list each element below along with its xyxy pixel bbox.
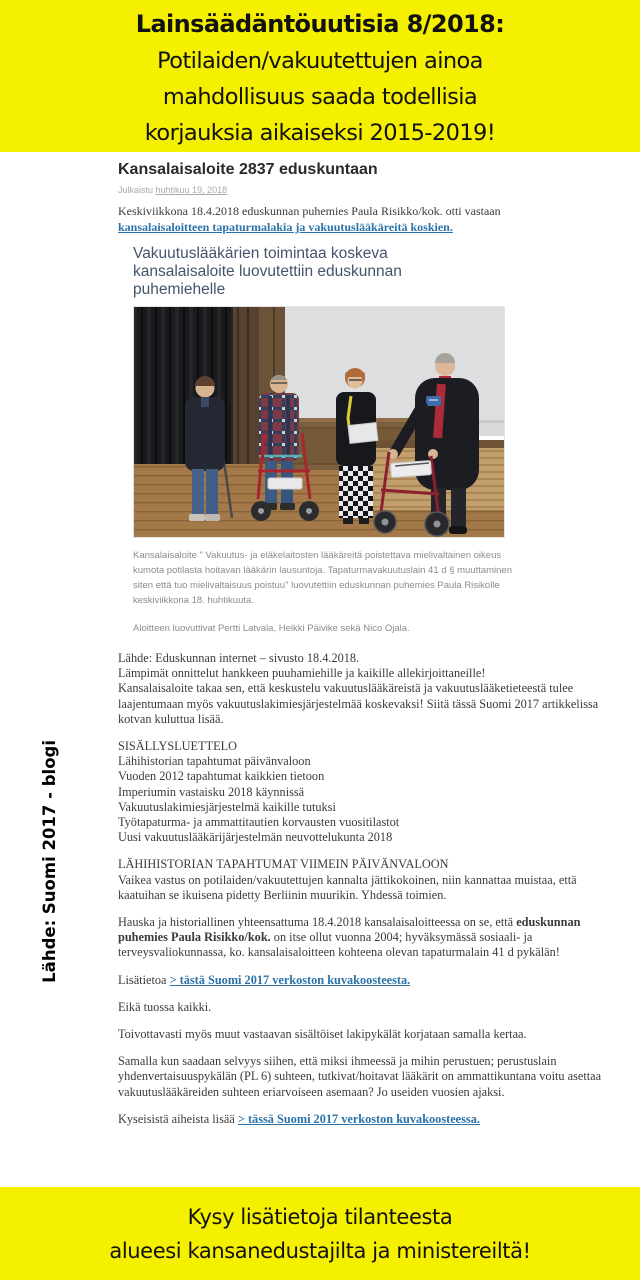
bottom-banner — [0, 1187, 640, 1280]
paragraph-not-all: Eikä tuossa kaikki. — [118, 999, 212, 1014]
article-content — [118, 152, 623, 1127]
source-label-vertical: Lähde: Suomi 2017 - blogi — [40, 740, 59, 983]
paragraph-coincidence — [118, 915, 623, 961]
topics-link[interactable]: > tässä Suomi 2017 verkoston kuvakoosteessa. — [237, 1111, 480, 1126]
embedded-news-screenshot — [118, 245, 623, 636]
article-photo-graphic — [133, 306, 505, 538]
paragraph-source-line: Lämpimät onnittelut hankkeen puuhamiehille ja kaikille allekirjoittaneille! — [118, 666, 486, 681]
published-date-link[interactable]: huhtikuu 19, 2018 — [155, 185, 228, 195]
photo-caption: Kansalaisaloite " Vakuutus- ja eläkelaitosten lääkäreitä poistettava mielivaltainen oikeus kumota potilasta hoitavan lääkärin lausuntoja. Tapaturmavakuutuslain 41 d § muuttaminen siten että tuo mielivaltaisuus poistuu" luovutettiin eduskunnan puhemies Paula Risikolle keskiviikkona 18. huhtikuuta. — [133, 550, 513, 606]
intro-paragraph — [118, 204, 623, 235]
top-banner-subtitle-line: Potilaiden/vakuutettujen ainoa — [157, 48, 483, 74]
toc-title: SISÄLLYSLUETTELO — [118, 739, 237, 754]
embed-headline: Vakuutuslääkärien toimintaa koskeva kansalaisaloite luovutettiin eduskunnan puhemiehelle — [133, 245, 402, 298]
paragraph-source — [118, 651, 623, 727]
bottom-banner-line: alueesi kansanedustajilta ja ministereiltä! — [109, 1239, 531, 1263]
article-photo — [133, 306, 505, 538]
published-line — [118, 185, 623, 196]
section-history — [118, 857, 623, 903]
section-history-body: Vaikea vastus on potilaiden/vakuutettujen kannalta jättikokoinen, niin kannattaa muistaa, että kaatuihan se ikuisena pidetty Berliinin muurikin. Yhdessä toimien. — [118, 872, 577, 902]
top-banner — [0, 0, 640, 152]
top-banner-title: Lainsäädäntöuutisia 8/2018: — [135, 10, 505, 38]
bottom-banner-line: Kysy lisätietoja tilanteesta — [187, 1205, 453, 1229]
toc-item: Uusi vakuutuslääkärijärjestelmän neuvottelukunta 2018 — [118, 830, 393, 845]
coincidence-text: Hauska ja historiallinen yhteensattuma 18.4.2018 kansalaisaloitteessa on se, että — [118, 915, 517, 930]
topics-prefix: Kyseisistä aiheista lisää — [118, 1111, 238, 1126]
photo-caption-credit: Aloitteen luovuttivat Pertti Latvala, Heikki Päivike sekä Nico Ojala. — [133, 623, 410, 634]
toc-item: Imperiumin vastaisku 2018 käynnissä — [118, 784, 305, 799]
coincidence-bold-name: eduskunnan puhemies Paula Risikko/kok. — [118, 915, 581, 945]
top-banner-subtitle-line: mahdollisuus saada todellisia — [162, 84, 478, 110]
more-info-link[interactable]: > tästä Suomi 2017 verkoston kuvakoosteesta. — [169, 972, 411, 987]
paragraph-source-line: Lähde: Eduskunnan internet – sivusto 18.4.2018. — [118, 651, 360, 665]
paragraph-topics — [118, 1112, 623, 1127]
paragraph-equality: Samalla kun saadaan selvyys siihen, että miksi ihmeessä ja mihin perustuen; perustuslain yhdenvertaisuuspykälän (PL 6) suhteen, tutkivat/hoitavat lääkärit on ammattikuntana voitu asettaa vakuutuslääkäreiden suhteen eriarvoiseen asemaan? Jo useiden vuosien ajaksi. — [118, 1054, 602, 1099]
top-banner-subtitle-line: korjauksia aikaiseksi 2015-2019! — [144, 120, 496, 146]
paragraph-more-info — [118, 973, 623, 988]
coincidence-text-after: on itse ollut vuonna 2004; hyväksymässä sosiaali- ja terveysvaliokunnassa, ko. kansalaisaloitteen kohteena olevan tapaturmalain 41 d pykälän! — [118, 930, 560, 960]
toc-item: Lähihistorian tapahtumat päivänvaloon — [118, 754, 311, 769]
toc-item: Työtapaturma- ja ammattitautien korvausten vuositilastot — [118, 815, 400, 830]
toc-item: Vuoden 2012 tapahtumat kaikkien tietoon — [118, 769, 325, 784]
toc-item: Vakuutuslakimiesjärjestelmä kaikille tutuksi — [118, 799, 336, 814]
section-history-title: LÄHIHISTORIAN TAPAHTUMAT VIIMEIN PÄIVÄNVALOON — [118, 857, 449, 872]
article-title: Kansalaisaloite 2837 eduskuntaan — [118, 161, 378, 178]
paragraph-source-line: Kansalaisaloite takaa sen, että keskustelu vakuutuslääkäreistä ja vakuutuslääketieteestä tulee laajentumaan myös vakuutuslakimiesjärjestelmää koskevaksi! Siitä tässä Suomi 2017 artikkelissa kotvan kuluttua lisää. — [118, 681, 599, 726]
more-info-prefix: Lisätietoa — [118, 972, 170, 987]
intro-link[interactable]: kansalaisaloitteen tapaturmalakia ja vakuutuslääkäreitä koskien. — [118, 219, 453, 234]
intro-text: Keskiviikkona 18.4.2018 eduskunnan puhemies Paula Risikko/kok. otti vastaan — [118, 204, 501, 218]
paragraph-hopefully: Toivottavasti myös muut vastaavan sisältöiset lakipykälät korjataan samalla kertaa. — [118, 1027, 527, 1042]
table-of-contents — [118, 739, 623, 845]
published-prefix: Julkaistu — [118, 185, 154, 195]
